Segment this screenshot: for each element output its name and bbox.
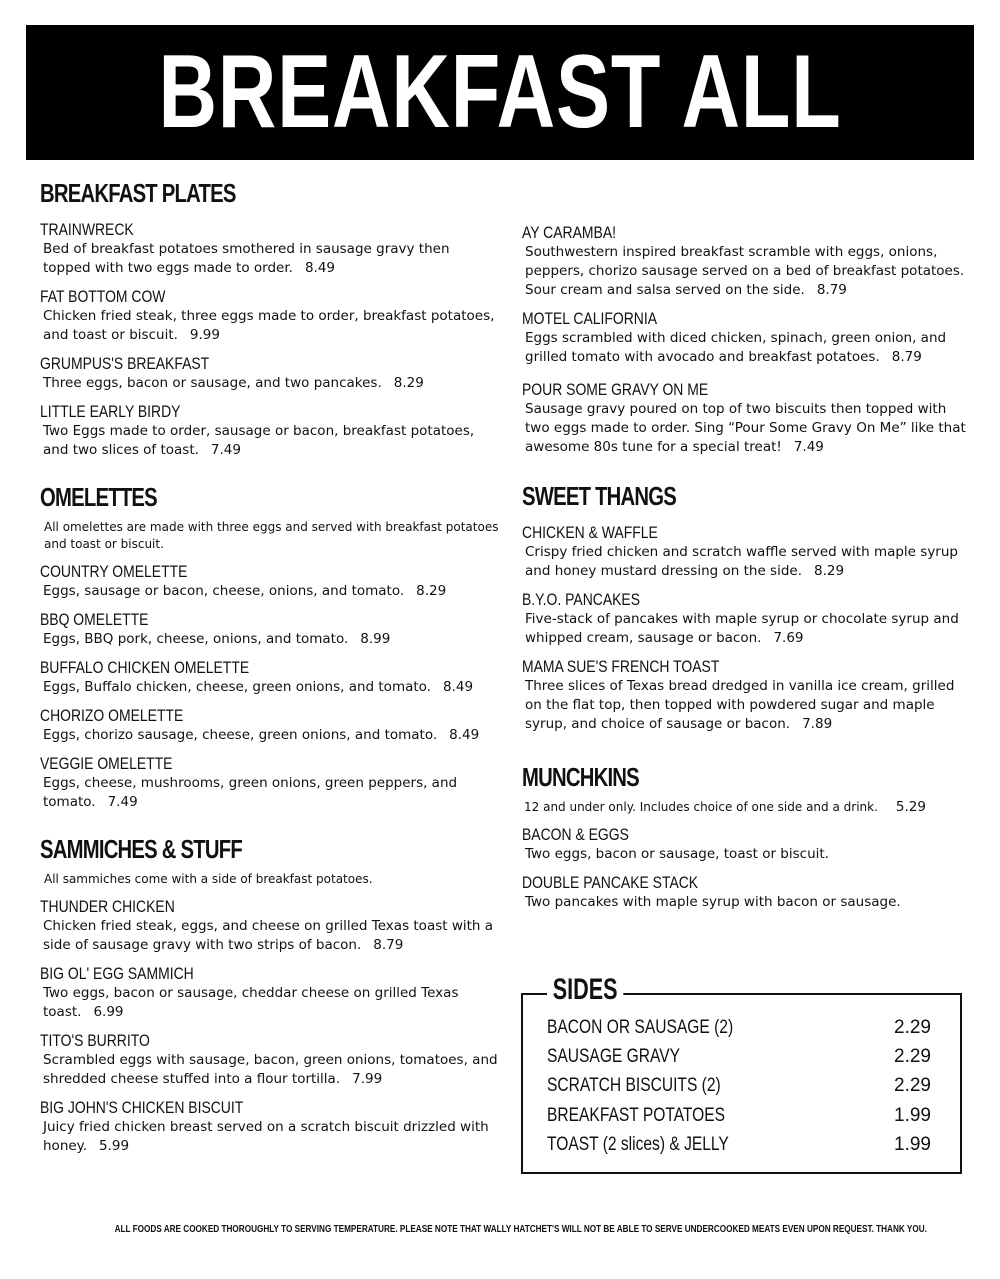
side-item xyxy=(547,1075,931,1104)
item-description: Eggs scrambled with diced chicken, spinach, green onion, and grilled tomato with avocado and breakfast potatoes. 8.79 xyxy=(525,330,947,365)
section-title-omelettes: OMELETTES xyxy=(40,482,157,512)
section-title-sammiches: SAMMICHES & STUFF xyxy=(40,834,242,864)
item-name: TITO'S BURRITO xyxy=(40,1031,150,1050)
sides-box xyxy=(521,973,962,1174)
side-name: SAUSAGE GRAVY xyxy=(547,1046,681,1067)
footer-disclaimer: ALL FOODS ARE COOKED THOROUGHLY TO SERVING TEMPERATURE. PLEASE NOTE THAT WALLY HATCHET'S WILL NOT BE ABLE TO SERVE UNDERCOOKED MEATS EVEN UPON REQUEST. THANK YOU. xyxy=(114,1223,927,1235)
item-description: Eggs, chorizo sausage, cheese, green onions, and tomato. 8.49 xyxy=(43,727,480,743)
side-price: 1.99 xyxy=(894,1134,931,1155)
breakfast-plates-list xyxy=(40,219,500,460)
item-price: 5.99 xyxy=(99,1138,130,1154)
item-price: 8.49 xyxy=(304,260,335,276)
menu-item xyxy=(522,824,972,864)
side-price: 2.29 xyxy=(894,1017,931,1038)
item-name: THUNDER CHICKEN xyxy=(40,897,175,916)
item-description: Bed of breakfast potatoes smothered in sausage gravy then topped with two eggs made to order. 8.49 xyxy=(43,241,450,276)
side-item xyxy=(547,1105,931,1134)
item-description: Two Eggs made to order, sausage or bacon, breakfast potatoes, and two slices of toast. 7.49 xyxy=(43,423,475,458)
menu-item xyxy=(40,963,500,1022)
side-item xyxy=(547,1017,931,1046)
menu-banner-title: BREAKFAST ALL xyxy=(26,25,974,160)
menu-item xyxy=(40,401,500,460)
menu-item xyxy=(522,308,972,367)
menu-item xyxy=(40,657,500,697)
menu-item xyxy=(40,609,500,649)
menu-item xyxy=(522,379,972,457)
item-price: 7.99 xyxy=(352,1071,383,1087)
item-price: 8.29 xyxy=(416,583,447,599)
menu-item xyxy=(40,286,500,345)
item-price: 8.79 xyxy=(816,282,847,298)
section-title-sweet-thangs: SWEET THANGS xyxy=(522,481,677,511)
item-description: Scrambled eggs with sausage, bacon, green onions, tomatoes, and shredded cheese stuffed into a flour tortilla. 7.99 xyxy=(43,1052,498,1087)
item-price: 7.69 xyxy=(773,630,804,646)
item-name: POUR SOME GRAVY ON ME xyxy=(522,380,709,399)
item-description: Three slices of Texas bread dredged in vanilla ice cream, grilled on the flat top, then topped with powdered sugar and maple syrup, and choice of sausage or bacon. 7.89 xyxy=(525,678,955,732)
item-description: Eggs, cheese, mushrooms, green onions, green peppers, and tomato. 7.49 xyxy=(43,775,458,810)
item-price: 8.49 xyxy=(449,727,480,743)
item-price: 9.99 xyxy=(189,327,220,343)
item-price: 8.49 xyxy=(442,679,474,695)
item-name: BIG OL' EGG SAMMICH xyxy=(40,964,194,983)
item-description: Three eggs, bacon or sausage, and two pancakes. 8.29 xyxy=(43,375,424,391)
breakfast-plates-continued-list xyxy=(522,222,972,457)
item-price: 7.49 xyxy=(107,794,138,810)
item-price: 8.29 xyxy=(393,375,424,391)
item-name: MOTEL CALIFORNIA xyxy=(522,309,658,328)
item-description: Two eggs, bacon or sausage, toast or biscuit. xyxy=(525,846,829,862)
item-name: BBQ OMELETTE xyxy=(40,610,149,629)
section-note-omelettes: All omelettes are made with three eggs and served with breakfast potatoes and toast or biscuit. xyxy=(44,520,499,551)
side-item xyxy=(547,1134,931,1163)
side-name: TOAST (2 slices) & JELLY xyxy=(547,1134,729,1155)
menu-item xyxy=(522,656,972,734)
item-name: AY CARAMBA! xyxy=(522,223,617,242)
menu-item xyxy=(40,353,500,393)
section-note-munchkins: 12 and under only. Includes choice of one side and a drink. 5.29 xyxy=(524,799,926,815)
item-name: DOUBLE PANCAKE STACK xyxy=(522,873,699,892)
item-description: Sausage gravy poured on top of two biscuits then topped with two eggs made to order. Sing “Pour Some Gravy On Me” like that awesome 80s tune for a special treat! 7.49 xyxy=(525,401,966,455)
section-title-sides: SIDES xyxy=(547,973,623,1007)
item-price: 8.99 xyxy=(360,631,391,647)
item-description: Eggs, Buffalo chicken, cheese, green onions, and tomato. 8.49 xyxy=(43,679,474,695)
item-description: Two pancakes with maple syrup with bacon or sausage. xyxy=(525,894,901,910)
item-price: 7.49 xyxy=(210,442,241,458)
item-name: B.Y.O. PANCAKES xyxy=(522,590,641,609)
item-price: 6.99 xyxy=(93,1004,124,1020)
item-name: TRAINWRECK xyxy=(40,220,134,239)
item-price: 7.49 xyxy=(793,439,824,455)
section-note-sammiches: All sammiches come with a side of breakfast potatoes. xyxy=(44,872,373,886)
right-column xyxy=(522,222,972,912)
menu-item xyxy=(40,219,500,278)
item-name: CHORIZO OMELETTE xyxy=(40,706,184,725)
item-description: Eggs, BBQ pork, cheese, onions, and tomato. 8.99 xyxy=(43,631,391,647)
item-price: 8.79 xyxy=(891,349,922,365)
item-name: BUFFALO CHICKEN OMELETTE xyxy=(40,658,250,677)
item-name: LITTLE EARLY BIRDY xyxy=(40,402,181,421)
item-description: Crispy fried chicken and scratch waffle served with maple syrup and honey mustard dressing on the side. 8.29 xyxy=(525,544,958,579)
menu-item xyxy=(40,896,500,955)
item-description: Two eggs, bacon or sausage, cheddar cheese on grilled Texas toast. 6.99 xyxy=(43,985,459,1020)
item-name: MAMA SUE'S FRENCH TOAST xyxy=(522,657,720,676)
item-price: 8.79 xyxy=(373,937,404,953)
munchkins-list xyxy=(522,824,972,912)
item-description: Southwestern inspired breakfast scramble with eggs, onions, peppers, chorizo sausage served on a bed of breakfast potatoes. Sour cream and salsa served on the side. 8.79 xyxy=(525,244,965,298)
item-name: VEGGIE OMELETTE xyxy=(40,754,173,773)
item-description: Eggs, sausage or bacon, cheese, onions, and tomato. 8.29 xyxy=(43,583,447,599)
menu-item xyxy=(522,872,972,912)
omelettes-list xyxy=(40,561,500,812)
item-name: BACON & EGGS xyxy=(522,825,629,844)
menu-item xyxy=(40,753,500,812)
menu-item xyxy=(40,1097,500,1156)
item-description: Five-stack of pancakes with maple syrup or chocolate syrup and whipped cream, sausage or bacon. 7.69 xyxy=(525,611,959,646)
side-price: 2.29 xyxy=(894,1046,931,1067)
section-title-breakfast-plates: BREAKFAST PLATES xyxy=(40,178,236,208)
menu-item xyxy=(522,222,972,300)
item-description: Chicken fried steak, three eggs made to order, breakfast potatoes, and toast or biscuit. 9.99 xyxy=(43,308,495,343)
munchkins-price: 5.29 xyxy=(895,799,926,815)
left-column xyxy=(40,178,500,1156)
side-name: SCRATCH BISCUITS (2) xyxy=(547,1075,721,1096)
section-title-munchkins: MUNCHKINS xyxy=(522,762,639,792)
side-name: BACON OR SAUSAGE (2) xyxy=(547,1017,734,1038)
menu-item xyxy=(40,705,500,745)
item-name: CHICKEN & WAFFLE xyxy=(522,523,658,542)
item-name: GRUMPUS'S BREAKFAST xyxy=(40,354,210,373)
item-name: BIG JOHN'S CHICKEN BISCUIT xyxy=(40,1098,244,1117)
sammiches-list xyxy=(40,896,500,1156)
menu-item xyxy=(40,561,500,601)
item-description: Juicy fried chicken breast served on a scratch biscuit drizzled with honey. 5.99 xyxy=(43,1119,489,1154)
side-price: 1.99 xyxy=(894,1105,931,1126)
menu-item xyxy=(522,589,972,648)
side-price: 2.29 xyxy=(894,1075,931,1096)
item-name: FAT BOTTOM COW xyxy=(40,287,166,306)
side-item xyxy=(547,1046,931,1075)
sweet-thangs-list xyxy=(522,522,972,734)
side-name: BREAKFAST POTATOES xyxy=(547,1105,726,1126)
menu-item xyxy=(40,1030,500,1089)
item-price: 7.89 xyxy=(802,716,833,732)
item-name: COUNTRY OMELETTE xyxy=(40,562,188,581)
item-price: 8.29 xyxy=(814,563,845,579)
item-description: Chicken fried steak, eggs, and cheese on grilled Texas toast with a side of sausage gravy with two strips of bacon. 8.79 xyxy=(43,918,494,953)
menu-item xyxy=(522,522,972,581)
